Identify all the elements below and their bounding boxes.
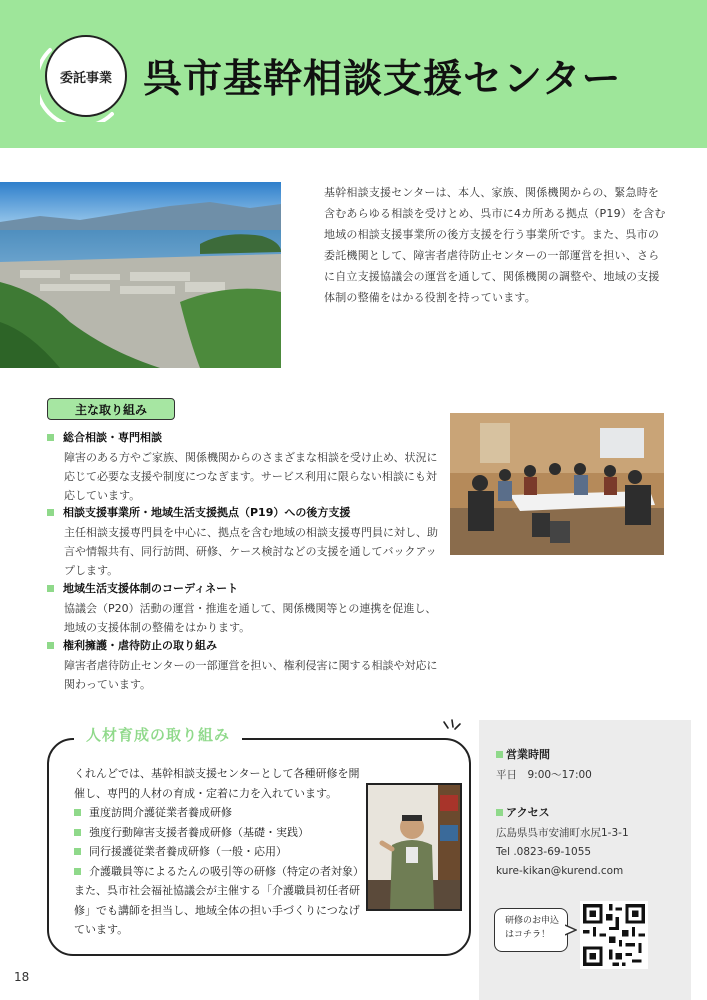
training-intro: くれんどでは、基幹相談支援センターとして各種研修を開催し、専門的人材の育成・定着に力を入れています。 bbox=[74, 767, 360, 800]
square-bullet-icon bbox=[47, 509, 54, 516]
list-item: 同行援護従業者養成研修（一般・応用） bbox=[74, 842, 364, 862]
activity-item bbox=[47, 579, 447, 637]
activity-title: 権利擁護・虐待防止の取り組み bbox=[63, 639, 217, 652]
hours-value: 平日 9:00〜17:00 bbox=[496, 769, 592, 781]
address: 広島県呉市安浦町水尻1-3-1 bbox=[496, 827, 629, 839]
telephone[interactable]: Tel .0823-69-1055 bbox=[496, 846, 592, 858]
page-title: 呉市基幹相談支援センター bbox=[143, 57, 622, 102]
bubble-line: 研修のお申込 bbox=[505, 916, 560, 926]
training-outro: また、呉市社会福祉協議会が主催する「介護職員初任者研修」でも講師を担当し、地域全体の担い手づくりにつなげています。 bbox=[74, 884, 360, 936]
list-item: 介護職員等によるたんの吸引等の研修（特定の者対象） bbox=[74, 862, 364, 882]
activity-description: 主任相談支援専門員を中心に、拠点を含む地域の相談支援専門員に対し、助言や情報共有、同行訪問、研修、ケース検討などの支援を通してバックアップします。 bbox=[64, 526, 438, 577]
square-bullet-icon bbox=[74, 809, 81, 816]
activity-title: 相談支援事業所・地域生活支援拠点（P19）への後方支援 bbox=[63, 506, 351, 519]
intro-paragraph: 基幹相談支援センターは、本人、家族、関係機関からの、緊急時を含むあらゆる相談を受けとめ、呉市に4カ所ある拠点（P19）を含む地域の相談支援事業所の後方支援を行う事業所です。また、呉市の委託機関として、障害者虐待防止センターの一部運営を担い、さらに自立支援協議会の運営を通して、関係機関の調整や、地域の支援体制の整備をはかる役割を持っています。 bbox=[324, 186, 666, 304]
page-number: 18 bbox=[14, 970, 30, 984]
qr-code-icon[interactable] bbox=[580, 901, 648, 969]
list-item: 強度行動障害支援者養成研修（基礎・実践） bbox=[74, 823, 364, 843]
hours-label: 営業時間 bbox=[506, 748, 550, 761]
square-bullet-icon bbox=[496, 809, 503, 816]
commission-badge: 委託事業 bbox=[45, 35, 127, 117]
activity-description: 障害のある方やご家族、関係機関からのさまざまな相談を受け止め、状況に応じて必要な支援や制度につなぎます。サービス利用に限らない相談にも対応しています。 bbox=[64, 451, 438, 502]
meeting-photo bbox=[450, 413, 664, 555]
training-content bbox=[74, 764, 364, 940]
activity-item bbox=[47, 503, 447, 580]
square-bullet-icon bbox=[74, 868, 81, 875]
activity-description: 障害者虐待防止センターの一部運営を担い、権利侵害に関する相談や対応に関わっています。 bbox=[64, 659, 438, 691]
email-address[interactable]: kure-kikan@kurend.com bbox=[496, 865, 624, 877]
training-list bbox=[74, 803, 364, 881]
access-label: アクセス bbox=[506, 806, 550, 819]
header-band bbox=[0, 0, 707, 148]
apply-speech-bubble bbox=[494, 908, 568, 952]
activity-title: 地域生活支援体制のコーディネート bbox=[63, 582, 239, 595]
bubble-line: はコチラ！ bbox=[505, 930, 551, 940]
square-bullet-icon bbox=[74, 848, 81, 855]
bubble-tail-icon bbox=[565, 923, 577, 937]
square-bullet-icon bbox=[74, 829, 81, 836]
sparkle-icon bbox=[440, 718, 464, 742]
training-title: 人材育成の取り組み bbox=[74, 724, 242, 745]
activity-item bbox=[47, 636, 447, 694]
activity-title: 総合相談・専門相談 bbox=[63, 431, 162, 444]
activities-heading: 主な取り組み bbox=[47, 398, 175, 420]
activity-item bbox=[47, 428, 447, 505]
square-bullet-icon bbox=[47, 642, 54, 649]
city-landscape-photo bbox=[0, 182, 281, 368]
square-bullet-icon bbox=[47, 585, 54, 592]
square-bullet-icon bbox=[47, 434, 54, 441]
activity-description: 協議会（P20）活動の運営・推進を通して、関係機関等との連携を促進し、地域の支援体制の整備をはかります。 bbox=[64, 602, 437, 634]
presenter-photo bbox=[366, 783, 462, 911]
list-item: 重度訪問介護従業者養成研修 bbox=[74, 803, 364, 823]
square-bullet-icon bbox=[496, 751, 503, 758]
